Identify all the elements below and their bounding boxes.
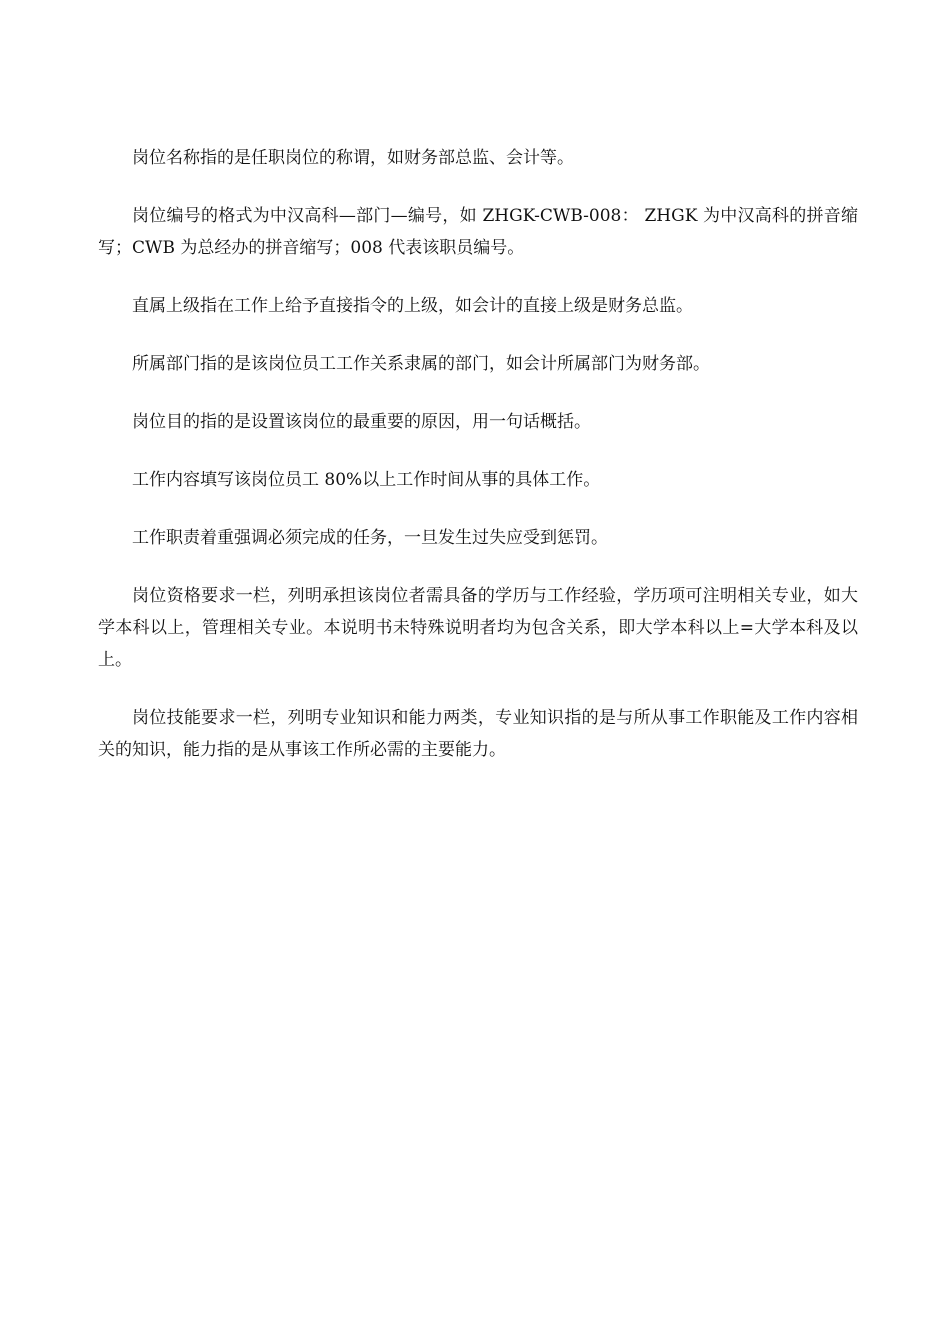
paragraph-department: 所属部门指的是该岗位员工工作关系隶属的部门，如会计所属部门为财务部。 [132, 354, 710, 374]
paragraph-job-purpose: 岗位目的指的是设置该岗位的最重要的原因，用一句话概括。 [132, 412, 591, 432]
paragraph-qualifications: 岗位资格要求一栏，列明承担该岗位者需具备的学历与工作经验，学历项可注明相关专业，如大学本科以上，管理相关专业。本说明书未特殊说明者均为包含关系，即大学本科以上=大学本科及以上。 [98, 586, 858, 670]
paragraph-work-content: 工作内容填写该岗位员工 80%以上工作时间从事的具体工作。 [132, 470, 601, 490]
paragraph-direct-supervisor: 直属上级指在工作上给予直接指令的上级，如会计的直接上级是财务总监。 [132, 296, 693, 316]
paragraph-skills: 岗位技能要求一栏，列明专业知识和能力两类，专业知识指的是与所从事工作职能及工作内容相关的知识，能力指的是从事该工作所必需的主要能力。 [98, 708, 858, 760]
paragraph-job-code: 岗位编号的格式为中汉高科—部门—编号，如 ZHGK-CWB-008： ZHGK 为中汉高科的拼音缩写；CWB 为总经办的拼音缩写；008 代表该职员编号。 [98, 206, 858, 258]
paragraph-responsibilities: 工作职责着重强调必须完成的任务，一旦发生过失应受到惩罚。 [132, 528, 608, 548]
document-body [98, 142, 858, 792]
paragraph-job-title: 岗位名称指的是任职岗位的称谓，如财务部总监、会计等。 [132, 148, 574, 168]
